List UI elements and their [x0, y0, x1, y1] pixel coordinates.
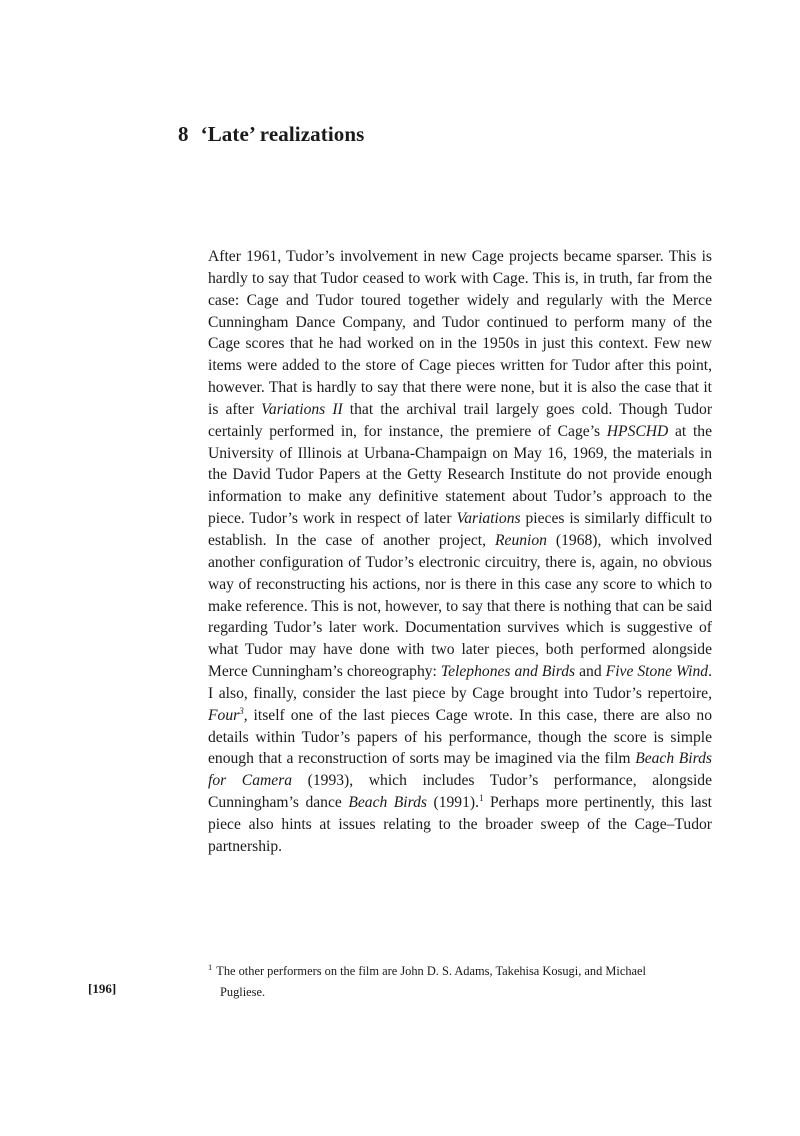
footnote-line-1: The other performers on the film are John D. S. Adams, Takehisa Kosugi, and Michael — [216, 964, 646, 978]
chapter-title: ‘Late’ realizations — [200, 122, 365, 146]
chapter-heading — [178, 122, 364, 147]
footnote-marker: 1 — [208, 962, 213, 972]
text-run: (1968), which involved another configuration of Tudor’s electronic circuitry, there is, again, no obvious way of reconstructing his actions, nor is there in this case any score to which to make reference. This is not, however, to say that there is nothing that can be said regarding Tudor’s later work. Documentation survives which is suggestive of what Tudor may have done with two later pieces, both performed alongside Merce Cunningham’s choreography: — [208, 531, 712, 681]
page-number: [196] — [88, 981, 117, 996]
text-run: . I also, finally, consider the last piece by Cage brought into Tudor’s repertoire, — [208, 663, 713, 702]
text-run: Perhaps more pertinently, this last piece also hints at issues relating to the broader sweep of the Cage–Tudor partnership. — [208, 794, 713, 855]
text-run: pieces is similarly difficult to establish. In the case of another project, — [208, 510, 712, 549]
work-title: Five Stone Wind — [605, 663, 709, 681]
work-title: Variations — [456, 510, 521, 528]
work-title: Variations II — [261, 400, 343, 418]
work-title: HPSCHD — [606, 422, 669, 440]
work-title: Four — [208, 706, 240, 724]
text-run: and — [575, 663, 606, 681]
text-run: at the University of Illinois at Urbana-Champaign on May 16, 1969, the materials in the David Tudor Papers at the Getty Research Institute do not provide enough information to make any definitive statement about Tudor’s approach to the piece. Tudor’s work in respect of later — [208, 422, 712, 528]
work-title: Reunion — [495, 531, 547, 549]
text-run: that the archival trail largely goes cold. Though Tudor certainly performed in, for instance, the premiere of Cage’s — [208, 400, 713, 440]
chapter-number: 8 — [178, 122, 189, 146]
work-title: Telephones and Birds — [440, 663, 576, 681]
superscript: 3 — [239, 705, 244, 716]
text-run: (1991). — [427, 794, 479, 812]
footnote-line-2: Pugliese. — [220, 985, 266, 999]
body-paragraph — [208, 246, 712, 858]
footnote — [208, 961, 712, 1003]
text-run: (1993), which includes Tudor’s performance, alongside Cunningham’s dance — [208, 772, 712, 812]
work-title: Beach Birds — [348, 794, 427, 812]
text-run: After 1961, Tudor’s involvement in new Cage projects became sparser. This is hardly to say that Tudor ceased to work with Cage. This is, in truth, far from the case: Cage and Tudor toured together widely and regularly with the Merce Cunningham Dance Company, and Tudor continued to perform many of the Cage scores that he had worked on in the 1950s in just this context. Few new items were added to the store of Cage pieces written for Tudor after this point, however. That is hardly to say that there were none, but it is also the case that it is after — [208, 248, 712, 418]
work-title: Beach Birds for Camera — [208, 750, 712, 790]
text-run: , itself one of the last pieces Cage wrote. In this case, there are also no details within Tudor’s papers of his performance, though the score is simple enough that a reconstruction of sorts may be imagined via the film — [208, 706, 712, 768]
footnote-reference[interactable]: 1 — [478, 793, 484, 804]
